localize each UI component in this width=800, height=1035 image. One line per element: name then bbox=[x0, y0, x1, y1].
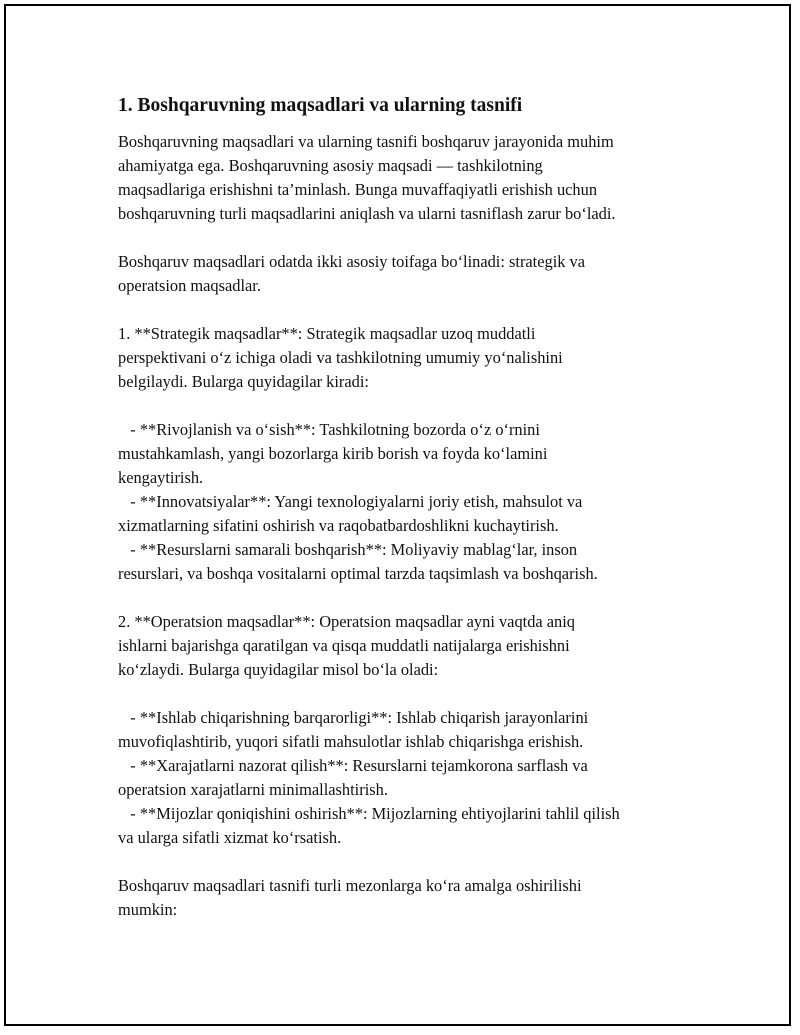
strategic-goals-list: - **Rivojlanish va o‘sish**: Tashkilotning bozorda o‘z o‘rnini mustahkamlash, yangi bozorlarga kirib borish va foyda ko‘lamini kengaytirish. - **Innovatsiyalar**: Yangi texnologiyalarni joriy etish, mahsulot va xizmatlarning sifatini oshirish va raqobatbardoshlikni kuchaytirish. - **Resurslarni samarali boshqarish**: Moliyaviy mablag‘lar, inson resurslari, va boshqa vositalarni optimal tarzda taqsimlash va boshqarish. bbox=[118, 420, 598, 583]
paragraph-gap bbox=[118, 394, 698, 418]
paragraph-gap bbox=[118, 850, 698, 874]
operational-goals-list: - **Ishlab chiqarishning barqarorligi**: Ishlab chiqarish jarayonlarini muvofiqlashtirib, yuqori sifatli mahsulotlar ishlab chiqarishga erishish. - **Xarajatlarni nazorat qilish**: Resurslarni tejamkorona sarflash va operatsion xarajatlarni minimallashtirish. - **Mijozlar qoniqishini oshirish**: Mijozlarning ehtiyojlarini tahlil qilish va ularga sifatli xizmat ko‘rsatish. bbox=[118, 708, 620, 847]
paragraph-gap bbox=[118, 586, 698, 610]
operational-goals-paragraph: 2. **Operatsion maqsadlar**: Operatsion maqsadlar ayni vaqtda aniq ishlarni bajarishga qaratilgan va qisqa muddatli natijalarga erishishni ko‘zlaydi. Bularga quyidagilar misol bo‘la oladi: bbox=[118, 612, 575, 679]
strategic-goals-paragraph: 1. **Strategik maqsadlar**: Strategik maqsadlar uzoq muddatli perspektivani o‘z ichiga oladi va tashkilotning umumiy yo‘nalishini belgilaydi. Bularga quyidagilar kiradi: bbox=[118, 324, 563, 391]
classification-paragraph: Boshqaruv maqsadlari tasnifi turli mezonlarga ko‘ra amalga oshirilishi mumkin: bbox=[118, 876, 582, 919]
section-heading: 1. Boshqaruvning maqsadlari va ularning tasnifi bbox=[118, 95, 523, 116]
paragraph-gap bbox=[118, 226, 698, 250]
paragraph-gap bbox=[118, 298, 698, 322]
categories-paragraph: Boshqaruv maqsadlari odatda ikki asosiy toifaga bo‘linadi: strategik va operatsion maqsadlar. bbox=[118, 252, 586, 295]
intro-paragraph: Boshqaruvning maqsadlari va ularning tasnifi boshqaruv jarayonida muhim ahamiyatga ega. Boshqaruvning asosiy maqsadi — tashkilotning maqsadlariga erishishni ta’minlash. Bunga muvaffaqiyatli erishish uchun boshqaruvning turli maqsadlarini aniqlash va ularni tasniflash zarur bo‘ladi. bbox=[118, 132, 616, 223]
document-body bbox=[118, 94, 698, 922]
paragraph-gap bbox=[118, 682, 698, 706]
